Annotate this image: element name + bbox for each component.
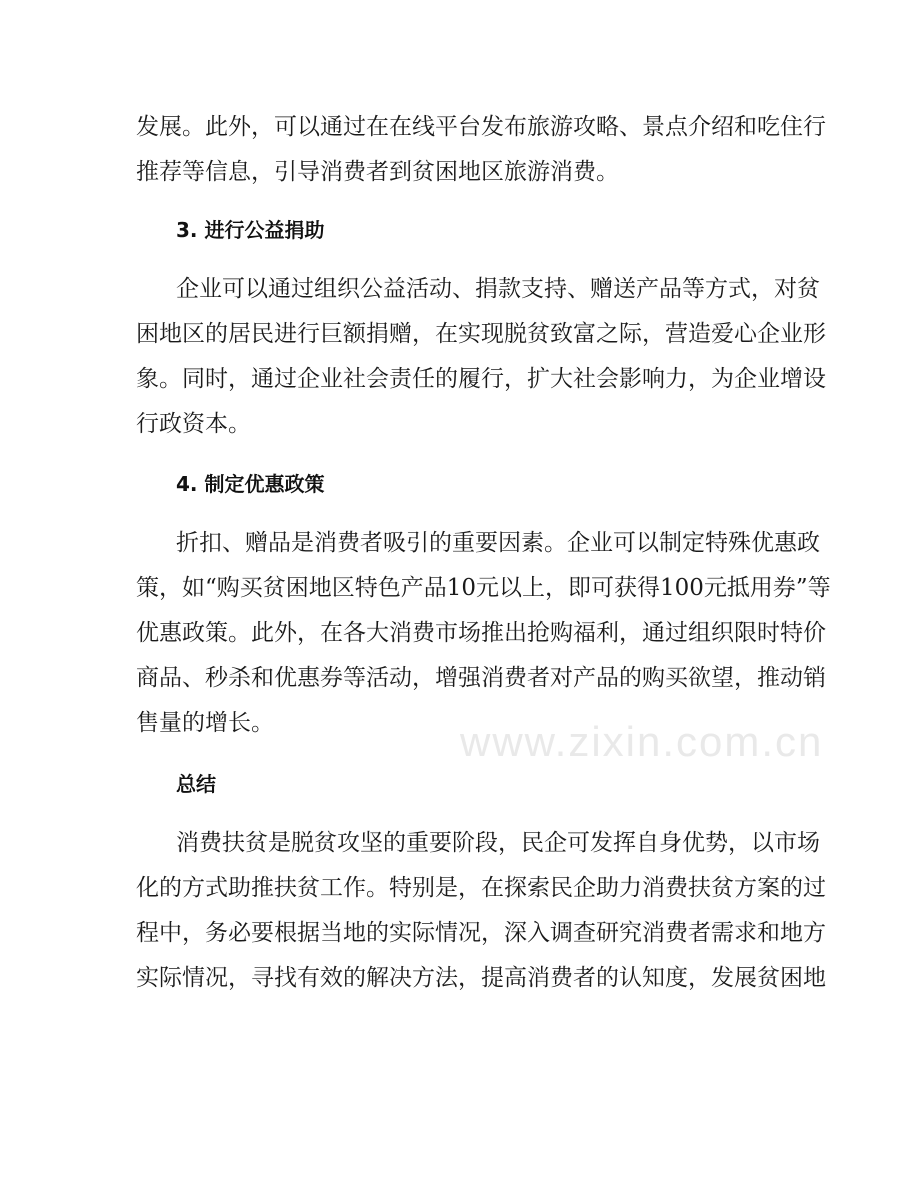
paragraph-line: 行政资本。 bbox=[136, 411, 251, 437]
paragraph-line: 商品、秒杀和优惠券等活动，增强消费者对产品的购买欲望，推动销 bbox=[136, 665, 826, 691]
watermark: www.zixin.com.cn bbox=[460, 718, 824, 765]
paragraph-line: 化的方式助推扶贫工作。特别是，在探索民企助力消费扶贫方案的过 bbox=[136, 875, 826, 901]
section-heading: 总结 bbox=[176, 772, 216, 796]
paragraph-line: 企业可以通过组织公益活动、捐款支持、赠送产品等方式，对贫 bbox=[176, 276, 820, 302]
paragraph-line: 发展。此外，可以通过在在线平台发布旅游攻略、景点介绍和吃住行 bbox=[136, 114, 826, 140]
paragraph-line: 推荐等信息，引导消费者到贫困地区旅游消费。 bbox=[136, 159, 619, 185]
paragraph-line: 象。同时，通过企业社会责任的履行，扩大社会影响力，为企业增设 bbox=[136, 366, 826, 392]
paragraph-line: 程中，务必要根据当地的实际情况，深入调查研究消费者需求和地方 bbox=[136, 920, 826, 946]
paragraph-line: 消费扶贫是脱贫攻坚的重要阶段，民企可发挥自身优势，以市场 bbox=[176, 830, 820, 856]
paragraph-line: 策，如“购买贫困地区特色产品10元以上，即可获得100元抵用券”等 bbox=[136, 575, 831, 601]
paragraph-line: 优惠政策。此外，在各大消费市场推出抢购福利，通过组织限时特价 bbox=[136, 620, 826, 646]
paragraph-line: 售量的增长。 bbox=[136, 710, 274, 736]
section-heading: 3. 进行公益捐助 bbox=[176, 218, 325, 242]
paragraph-line: 实际情况，寻找有效的解决方法，提高消费者的认知度，发展贫困地 bbox=[136, 965, 826, 991]
section-heading: 4. 制定优惠政策 bbox=[176, 472, 325, 496]
paragraph-line: 折扣、赠品是消费者吸引的重要因素。企业可以制定特殊优惠政 bbox=[176, 530, 820, 556]
paragraph-line: 困地区的居民进行巨额捐赠，在实现脱贫致富之际，营造爱心企业形 bbox=[136, 321, 826, 347]
